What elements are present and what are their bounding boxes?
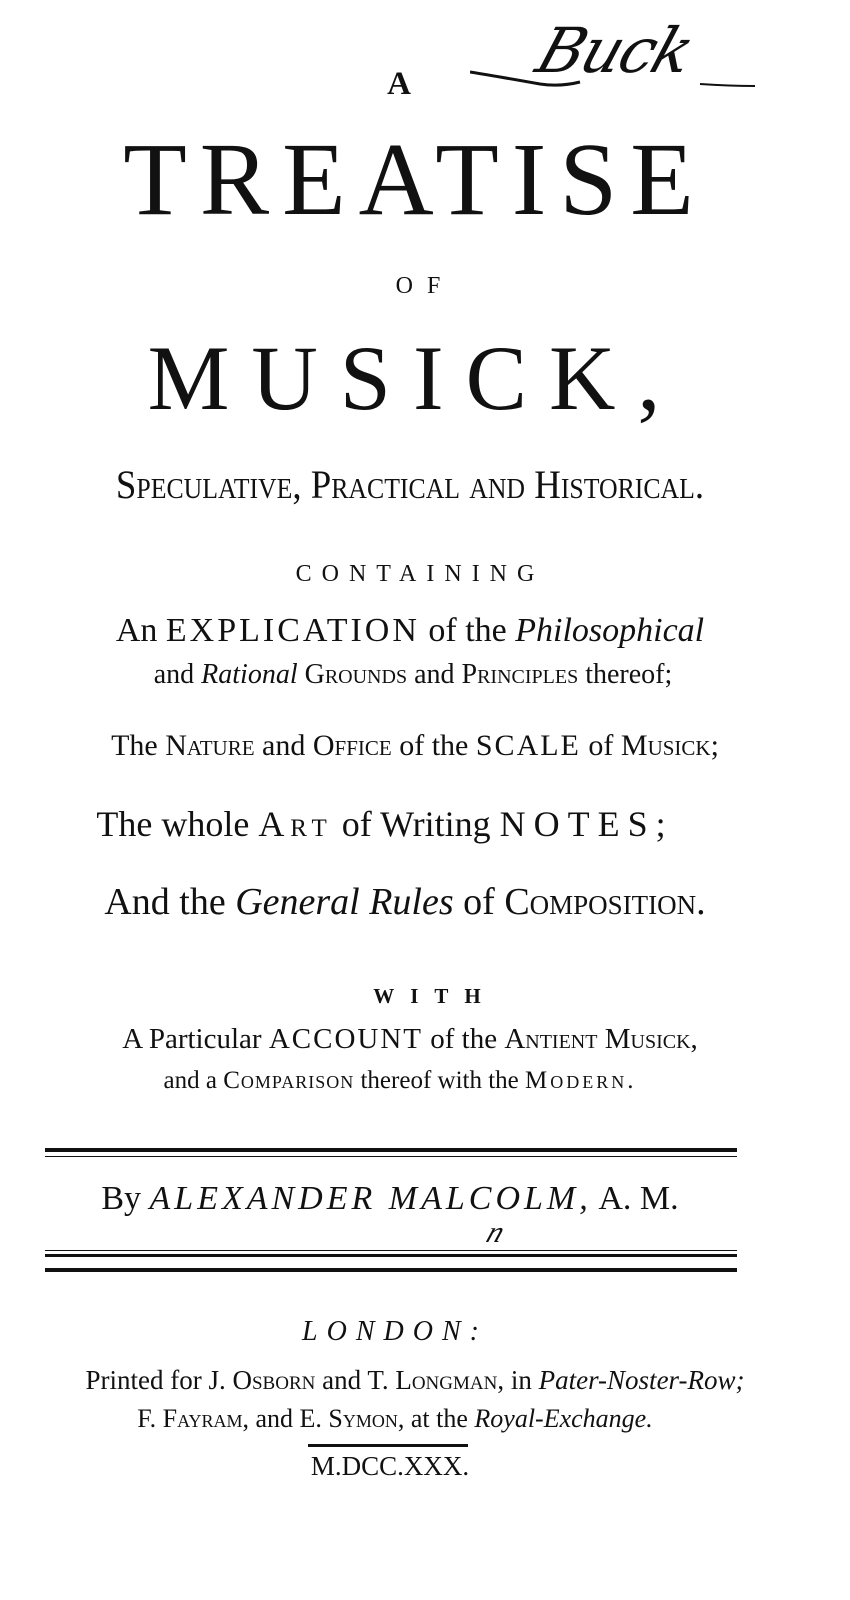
contents-line-4: The whole Art of Writing NOTES; [96, 804, 674, 844]
contents-line-2: and Rational Grounds and Principles thereof; [153, 659, 673, 690]
rule-top-thin [45, 1156, 737, 1157]
title-article: A [387, 66, 413, 102]
handwritten-mark: n [482, 1216, 510, 1249]
rule-year [308, 1444, 468, 1447]
rule-bottom-thick-a [45, 1254, 737, 1257]
title-subject: MUSICK, [147, 327, 683, 429]
author-line: By ALEXANDER MALCOLM, A. M. [101, 1180, 679, 1217]
contents-line-3: The Nature and Office of the SCALE of Musick; [111, 729, 719, 762]
subtitle: Speculative, Practical and Historical. [115, 462, 705, 507]
imprint-line-1: Printed for J. Osborn and T. Longman, in Pater-Noster-Row; [85, 1365, 745, 1395]
supplement-line-1: A Particular ACCOUNT of the Antient Musick, [122, 1023, 698, 1055]
contents-heading: CONTAINING [295, 561, 545, 587]
title-main: TREATISE [123, 122, 707, 237]
supplement-line-2: and a Comparison thereof with the Modern. [163, 1067, 637, 1094]
signature-text: Buck [528, 14, 702, 87]
contents-line-1: An EXPLICATION of the Philosophical [115, 612, 705, 649]
imprint-line-2: F. Fayram, and E. Symon, at the Royal-Exchange. [137, 1404, 653, 1433]
contents-line-5: And the General Rules of Composition. [104, 881, 706, 923]
supplement-heading: WITH [373, 984, 497, 1008]
imprint-year: M.DCC.XXX. [310, 1451, 470, 1481]
rule-bottom-thick-b [45, 1268, 737, 1272]
rule-top-thick [45, 1148, 737, 1152]
rule-bottom-thin [45, 1250, 737, 1251]
imprint-city: LONDON: [302, 1316, 488, 1347]
title-of: OF [395, 273, 455, 299]
